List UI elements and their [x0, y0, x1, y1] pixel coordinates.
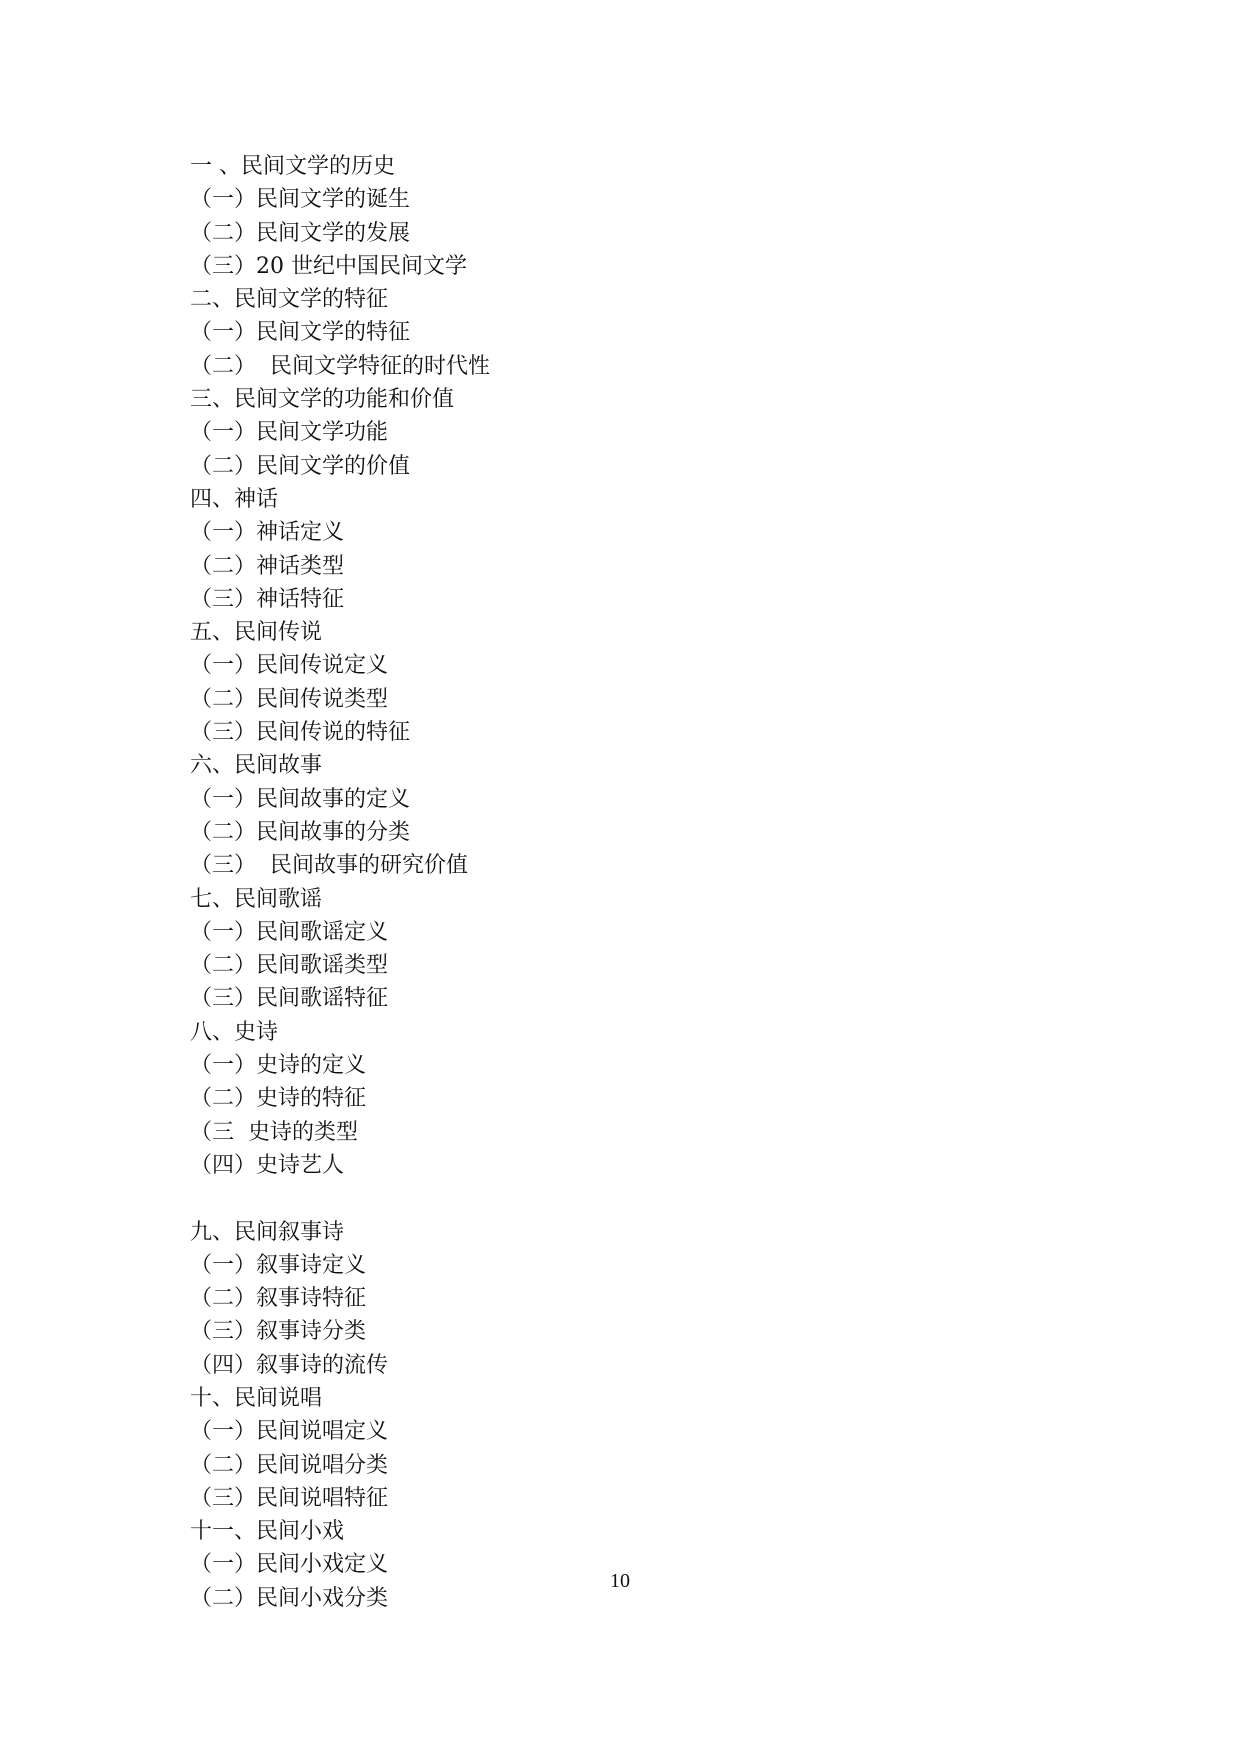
outline-subsection: （一）史诗的定义 [190, 1053, 367, 1079]
outline-section: 五、民间传说 [190, 620, 323, 646]
outline-subsection: （二）民间文学的价值 [190, 453, 411, 479]
outline-section: 八、史诗 [190, 1019, 279, 1045]
outline-section: 六、民间故事 [190, 753, 323, 779]
outline-subsection: （二） 民间文学特征的时代性 [190, 353, 490, 379]
outline-subsection: （一）神话定义 [190, 520, 345, 546]
outline-subsection: （三）20 世纪中国民间文学 [190, 253, 467, 279]
outline-subsection: （二）民间说唱分类 [190, 1452, 389, 1478]
outline-subsection: （三）民间传说的特征 [190, 720, 411, 746]
outline-subsection: （三）民间歌谣特征 [190, 986, 389, 1012]
outline-section: 四、神话 [190, 486, 279, 512]
outline-subsection: （一）民间传说定义 [190, 653, 389, 679]
outline-subsection: （二）神话类型 [190, 553, 345, 579]
outline-section: 三、民间文学的功能和价值 [190, 387, 455, 413]
outline-subsection: （二）史诗的特征 [190, 1086, 367, 1112]
outline-subsection: （二）民间文学的发展 [190, 220, 411, 246]
outline-subsection: （一）民间歌谣定义 [190, 919, 389, 945]
outline-subsection: （三）叙事诗分类 [190, 1319, 367, 1345]
outline-section: 七、民间歌谣 [190, 886, 323, 912]
outline-subsection: （一）民间小戏定义 [190, 1552, 389, 1578]
page-number: 10 [610, 1570, 630, 1592]
outline-subsection: （一）民间说唱定义 [190, 1419, 389, 1445]
outline-subsection: （一）民间文学功能 [190, 420, 389, 446]
blank-line [190, 1182, 490, 1215]
outline-subsection: （一）民间故事的定义 [190, 786, 411, 812]
outline-subsection: （一）民间文学的诞生 [190, 187, 411, 213]
outline-section: 九、民间叙事诗 [190, 1219, 345, 1245]
outline-subsection: （二）民间故事的分类 [190, 819, 411, 845]
outline-subsection: （三 史诗的类型 [190, 1119, 358, 1145]
outline-subsection: （二）民间传说类型 [190, 686, 389, 712]
outline-subsection: （三）民间说唱特征 [190, 1485, 389, 1511]
outline-subsection: （一）叙事诗定义 [190, 1252, 367, 1278]
outline-subsection: （一）民间文学的特征 [190, 320, 411, 346]
outline-section: 十、民间说唱 [190, 1385, 323, 1411]
outline-list [190, 150, 490, 1615]
outline-subsection: （二）民间小戏分类 [190, 1585, 389, 1611]
outline-section: 二、民间文学的特征 [190, 287, 389, 313]
outline-subsection: （二）叙事诗特征 [190, 1286, 367, 1312]
outline-section: 十一、民间小戏 [190, 1519, 345, 1545]
outline-subsection: （二）民间歌谣类型 [190, 953, 389, 979]
outline-subsection: （三）神话特征 [190, 586, 345, 612]
outline-section: 一 、民间文学的历史 [190, 154, 395, 179]
outline-subsection: （四）叙事诗的流传 [190, 1352, 389, 1378]
outline-subsection: （三） 民间故事的研究价值 [190, 853, 468, 879]
outline-subsection: （四）史诗艺人 [190, 1152, 345, 1178]
